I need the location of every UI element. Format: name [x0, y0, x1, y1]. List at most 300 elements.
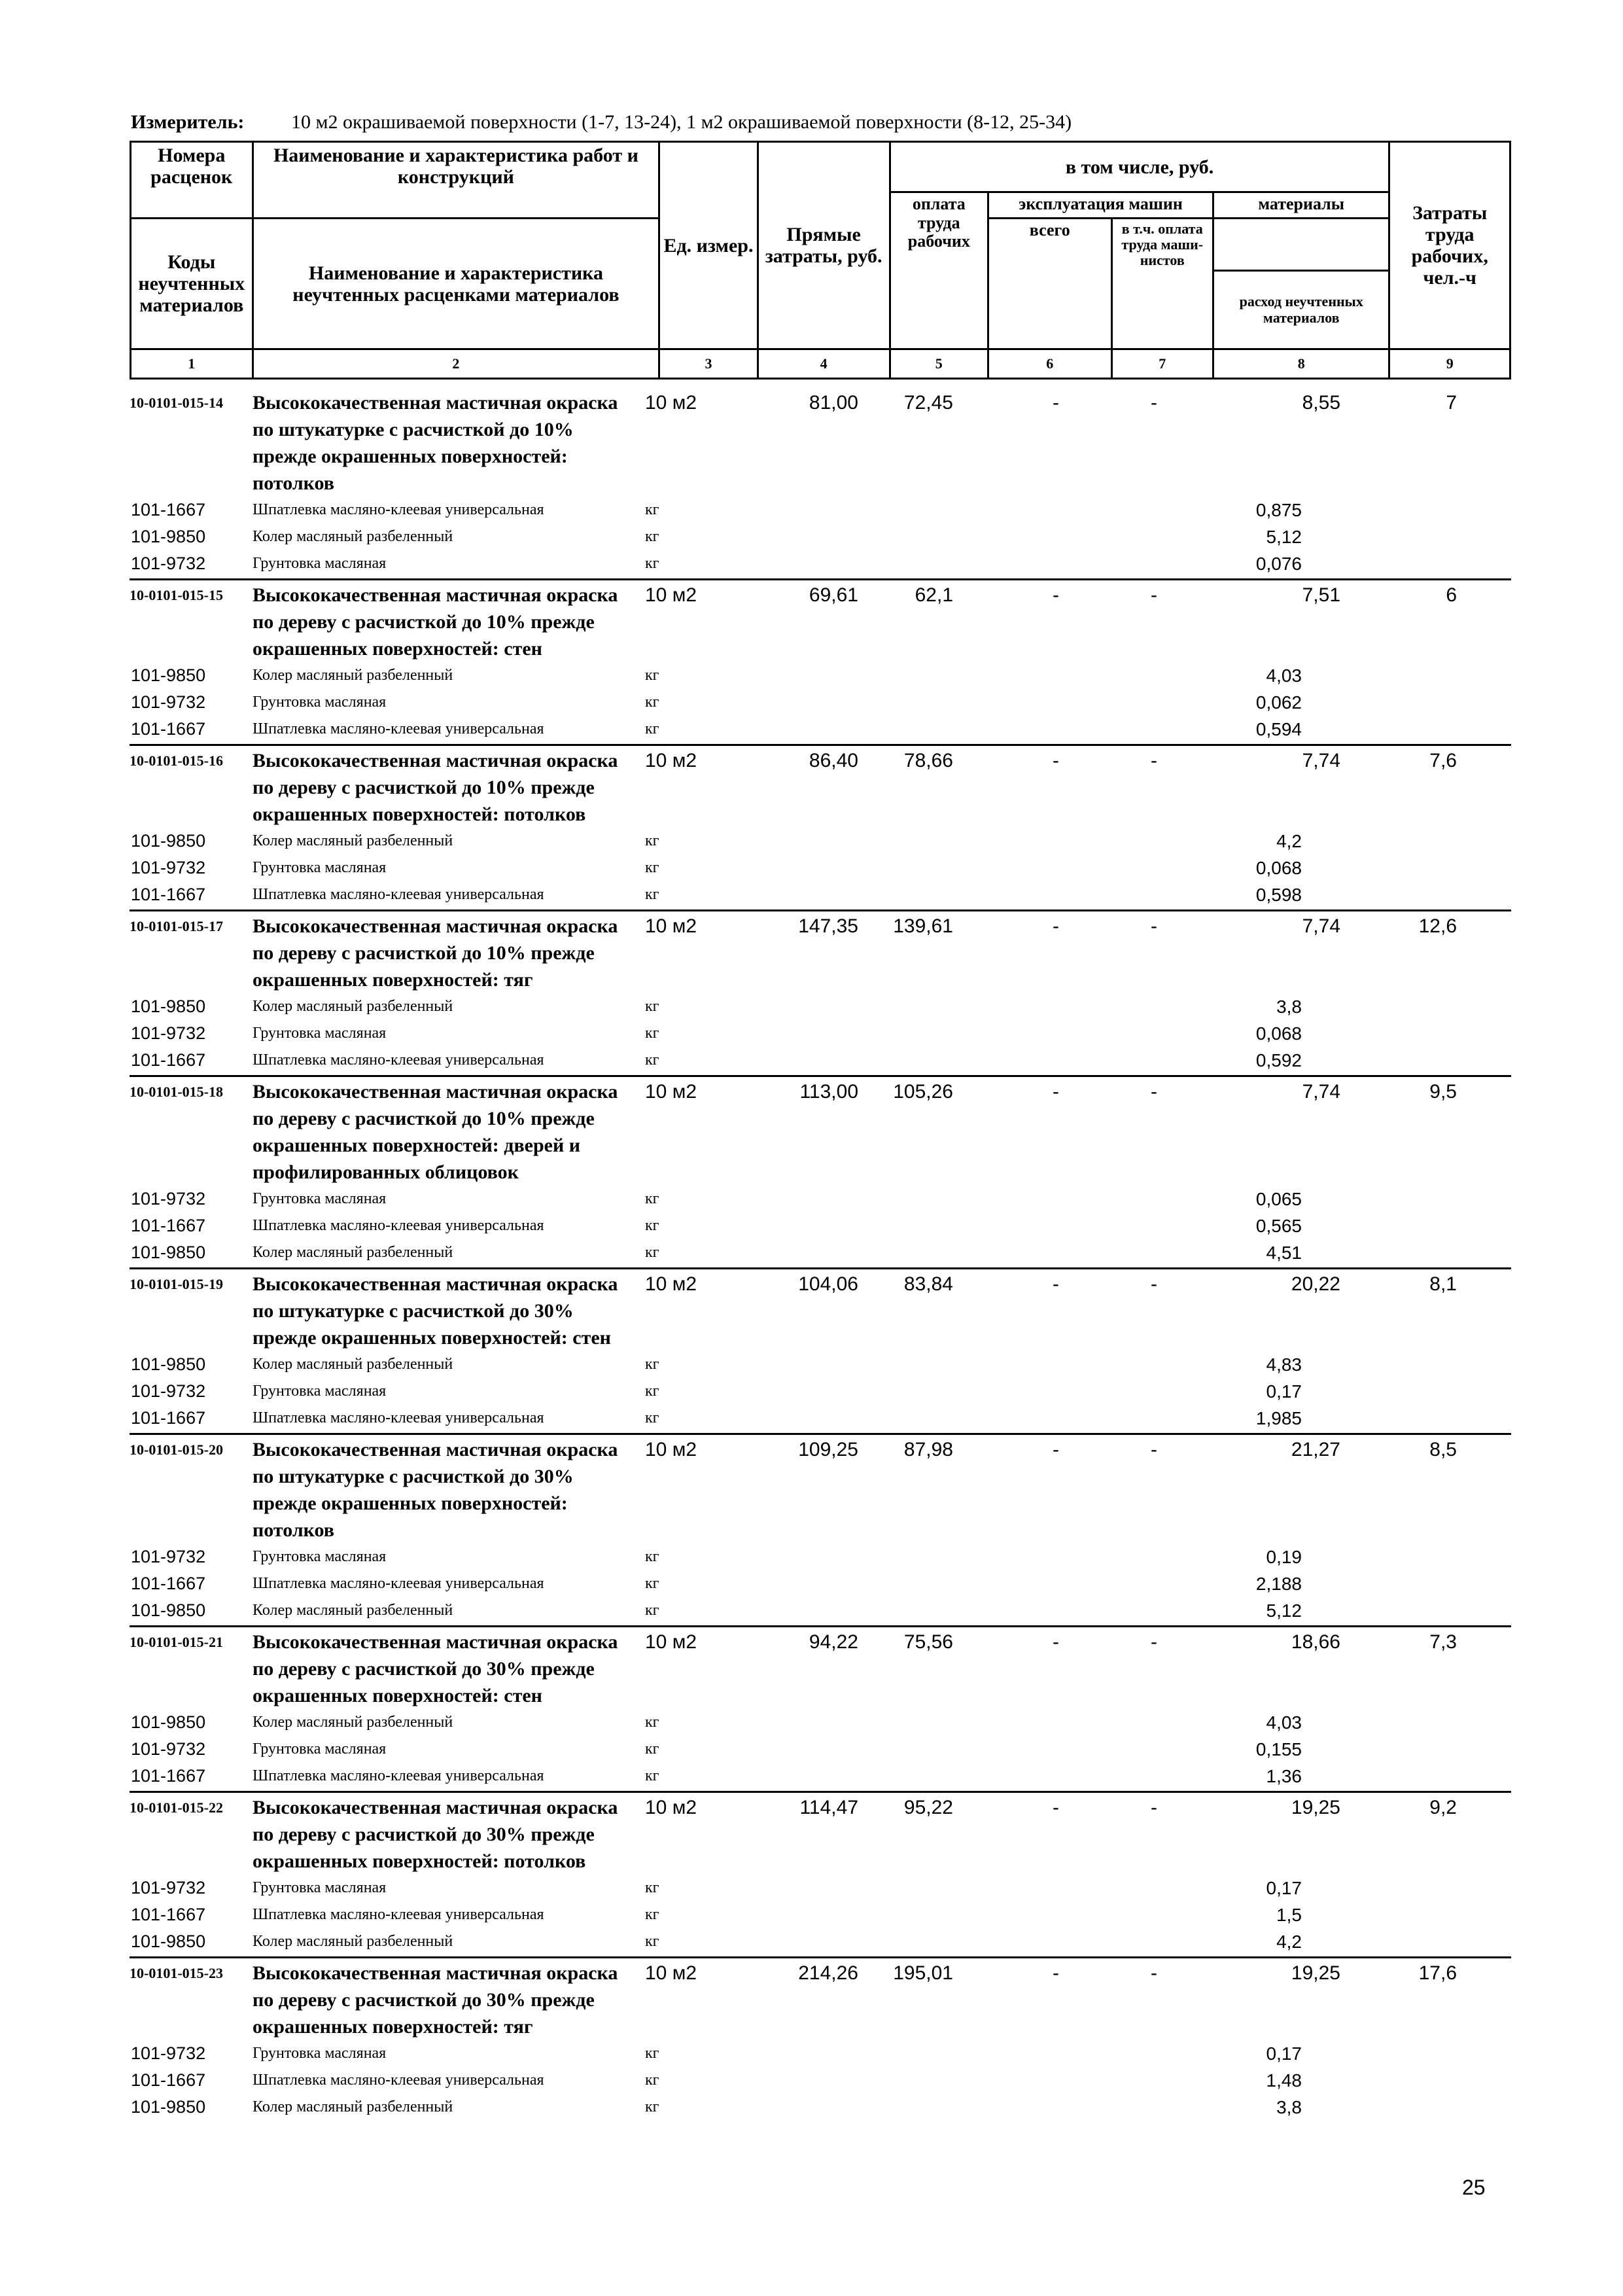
material-code: 101-9732: [131, 1189, 206, 1209]
empty-cell: [735, 662, 862, 689]
empty-cell: [735, 1351, 862, 1378]
operator-pay-cell: -: [1151, 584, 1157, 606]
rate-block: [130, 1436, 1511, 1627]
empty-cell: [957, 523, 1076, 550]
material-quantity: 4,51: [1266, 1243, 1302, 1263]
material-row: [130, 1709, 1511, 1736]
material-code: 101-9732: [131, 2043, 206, 2063]
material-code: 101-9732: [131, 1739, 206, 1759]
measurement-line: [131, 111, 1072, 133]
material-row: [130, 1928, 1511, 1955]
material-quantity: 0,068: [1255, 1023, 1302, 1044]
empty-cell: [735, 1212, 862, 1239]
direct-costs-cell: 69,61: [809, 584, 858, 606]
material-code: 101-9732: [131, 858, 206, 877]
empty-cell: [1076, 993, 1174, 1020]
material-name: Колер масляный разбеленный: [253, 832, 453, 849]
empty-cell: [1344, 1597, 1461, 1624]
work-name: Высококачественная мастичная окраска по штукатурке с расчисткой до 30% прежде окрашенных поверхностей: потолков: [253, 1439, 618, 1541]
material-code: 101-1667: [131, 1766, 206, 1786]
empty-cell: [1076, 1544, 1174, 1570]
empty-cell: [1076, 1047, 1174, 1074]
column-number: 5: [890, 349, 988, 379]
header-rate-numbers: Номера расценок: [131, 142, 253, 219]
empty-cell: [862, 1901, 957, 1928]
rate-code: 10-0101-015-14: [130, 395, 223, 411]
material-quantity: 1,48: [1266, 2070, 1302, 2091]
material-quantity: 0,875: [1255, 500, 1302, 520]
material-code: 101-9732: [131, 692, 206, 712]
header-direct-costs: Прямые затраты, руб.: [758, 142, 890, 349]
work-name: Высококачественная мастичная окраска по дереву с расчисткой до 10% прежде окрашенных поверхностей: стен: [253, 584, 618, 660]
empty-cell: [1076, 2040, 1174, 2067]
materials-cell: 7,74: [1302, 915, 1340, 937]
material-code: 101-9850: [131, 665, 206, 685]
material-row: [130, 1351, 1511, 1378]
empty-cell: [862, 2094, 957, 2121]
column-number: 3: [659, 349, 758, 379]
empty-cell: [735, 550, 862, 577]
empty-cell: [735, 993, 862, 1020]
column-number: 7: [1111, 349, 1213, 379]
machine-total-cell: -: [1053, 1439, 1059, 1460]
material-code: 101-1667: [131, 1905, 206, 1924]
empty-cell: [735, 1901, 862, 1928]
empty-cell: [862, 662, 957, 689]
rate-code: 10-0101-015-20: [130, 1441, 223, 1458]
rate-code: 10-0101-015-17: [130, 918, 223, 934]
empty-cell: [735, 1570, 862, 1597]
material-name: Шпатлевка масляно-клеевая универсальная: [253, 2072, 544, 2089]
material-code: 101-9850: [131, 527, 206, 546]
materials-cell: 21,27: [1291, 1439, 1340, 1460]
material-row: [130, 1763, 1511, 1790]
empty-cell: [862, 1239, 957, 1266]
empty-cell: [1344, 1405, 1461, 1432]
table-row: [130, 1078, 1511, 1186]
labor-pay-cell: 62,1: [915, 584, 953, 606]
material-unit: кг: [645, 1548, 659, 1565]
empty-cell: [862, 1351, 957, 1378]
operator-pay-cell: -: [1151, 750, 1157, 771]
empty-cell: [1076, 1405, 1174, 1432]
material-name: Шпатлевка масляно-клеевая универсальная: [253, 1217, 544, 1234]
material-quantity: 0,17: [1266, 1878, 1302, 1898]
material-row: [130, 1570, 1511, 1597]
empty-cell: [957, 1239, 1076, 1266]
labor-hours-cell: 12,6: [1418, 915, 1457, 937]
empty-cell: [735, 497, 862, 523]
material-code: 101-9732: [131, 1023, 206, 1043]
empty-cell: [957, 881, 1076, 908]
empty-cell: [1344, 523, 1461, 550]
empty-cell: [1344, 1736, 1461, 1763]
labor-pay-cell: 87,98: [903, 1439, 953, 1460]
material-row: [130, 1186, 1511, 1212]
empty-cell: [1076, 497, 1174, 523]
empty-cell: [1344, 1020, 1461, 1047]
material-unit: кг: [645, 1217, 659, 1234]
material-name: Шпатлевка масляно-клеевая универсальная: [253, 1906, 544, 1923]
operator-pay-cell: -: [1151, 1439, 1157, 1460]
work-name: Высококачественная мастичная окраска по штукатурке с расчисткой до 30% прежде окрашенных поверхностей: стен: [253, 1273, 618, 1349]
material-name: Шпатлевка масляно-клеевая универсальная: [253, 1051, 544, 1069]
empty-cell: [735, 1378, 862, 1405]
material-code: 101-9732: [131, 1547, 206, 1566]
empty-cell: [1076, 1597, 1174, 1624]
empty-cell: [1344, 2067, 1461, 2094]
column-number: 4: [758, 349, 890, 379]
rate-code: 10-0101-015-22: [130, 1799, 223, 1816]
empty-cell: [1344, 497, 1461, 523]
material-unit: кг: [645, 1409, 659, 1426]
empty-cell: [957, 1020, 1076, 1047]
material-row: [130, 1875, 1511, 1901]
table-row: [130, 1436, 1511, 1544]
empty-cell: [1344, 1709, 1461, 1736]
material-unit: кг: [645, 1051, 659, 1069]
empty-cell: [862, 1186, 957, 1212]
unit-cell: 10 м2: [645, 584, 697, 606]
table-row: [130, 913, 1511, 993]
empty-cell: [735, 881, 862, 908]
work-name: Высококачественная мастичная окраска по штукатурке с расчисткой до 10% прежде окрашенных поверхностей: потолков: [253, 392, 618, 494]
labor-hours-cell: 17,6: [1418, 1962, 1457, 1984]
material-row: [130, 1597, 1511, 1624]
material-code: 101-9732: [131, 554, 206, 573]
empty-cell: [1344, 1570, 1461, 1597]
table-header: [130, 141, 1511, 380]
empty-cell: [862, 1544, 957, 1570]
material-unit: кг: [645, 998, 659, 1015]
material-unit: кг: [645, 1356, 659, 1373]
empty-cell: [735, 1736, 862, 1763]
header-machine-operation: эксплуатация машин: [988, 192, 1213, 219]
empty-cell: [1344, 716, 1461, 743]
empty-cell: [735, 2067, 862, 2094]
material-unit: кг: [645, 1575, 659, 1592]
material-quantity: 0,155: [1255, 1739, 1302, 1759]
material-code: 101-9850: [131, 1243, 206, 1262]
material-row: [130, 1405, 1511, 1432]
empty-cell: [957, 1544, 1076, 1570]
empty-cell: [957, 1875, 1076, 1901]
material-row: [130, 1020, 1511, 1047]
material-unit: кг: [645, 1244, 659, 1261]
empty-cell: [862, 1212, 957, 1239]
empty-cell: [735, 523, 862, 550]
material-name: Шпатлевка масляно-клеевая универсальная: [253, 1767, 544, 1784]
empty-cell: [862, 993, 957, 1020]
material-name: Грунтовка масляная: [253, 2045, 387, 2062]
material-name: Колер масляный разбеленный: [253, 528, 453, 545]
rate-block: [130, 1629, 1511, 1793]
empty-cell: [1076, 689, 1174, 716]
empty-cell: [957, 550, 1076, 577]
measurement-text: 10 м2 окрашиваемой поверхности (1-7, 13-24), 1 м2 окрашиваемой поверхности (8-12, 25-34): [291, 111, 1072, 133]
rate-block: [130, 1078, 1511, 1269]
materials-cell: 7,74: [1302, 1081, 1340, 1103]
empty-cell: [1076, 2067, 1174, 2094]
material-quantity: 4,2: [1276, 831, 1302, 851]
material-code: 101-9850: [131, 1712, 206, 1732]
material-code: 101-1667: [131, 1216, 206, 1235]
materials-cell: 7,74: [1302, 750, 1340, 771]
material-code: 101-1667: [131, 500, 206, 520]
empty-cell: [862, 1405, 957, 1432]
direct-costs-cell: 147,35: [798, 915, 858, 937]
material-name: Грунтовка масляная: [253, 555, 387, 572]
empty-cell: [862, 1378, 957, 1405]
direct-costs-cell: 113,00: [799, 1081, 858, 1103]
operator-pay-cell: -: [1151, 1631, 1157, 1653]
material-quantity: 0,17: [1266, 1381, 1302, 1402]
empty-cell: [957, 689, 1076, 716]
material-unit: кг: [645, 1767, 659, 1784]
material-unit: кг: [645, 555, 659, 572]
header-unaccounted-consumption: расход неучтенных материалов: [1213, 271, 1389, 349]
material-row: [130, 1901, 1511, 1928]
empty-cell: [1076, 2094, 1174, 2121]
rate-code: 10-0101-015-16: [130, 752, 223, 769]
material-unit: кг: [645, 2045, 659, 2062]
empty-cell: [957, 1597, 1076, 1624]
machine-total-cell: -: [1053, 750, 1059, 771]
material-row: [130, 1239, 1511, 1266]
materials-cell: 8,55: [1302, 392, 1340, 414]
operator-pay-cell: -: [1151, 1081, 1157, 1103]
empty-cell: [1076, 881, 1174, 908]
empty-cell: [735, 1709, 862, 1736]
material-quantity: 5,12: [1266, 1600, 1302, 1621]
empty-cell: [1076, 662, 1174, 689]
empty-cell: [1344, 662, 1461, 689]
rate-code: 10-0101-015-19: [130, 1276, 223, 1292]
empty-cell: [735, 1544, 862, 1570]
operator-pay-cell: -: [1151, 1962, 1157, 1984]
empty-cell: [957, 2040, 1076, 2067]
empty-cell: [1076, 1928, 1174, 1955]
materials-cell: 19,25: [1291, 1962, 1340, 1984]
empty-cell: [1344, 2094, 1461, 2121]
unit-cell: 10 м2: [645, 750, 697, 771]
empty-cell: [735, 828, 862, 855]
rate-block: [130, 389, 1511, 580]
header-material-names: Наименование и характеристика неучтенных расценками материалов: [253, 219, 659, 349]
material-code: 101-1667: [131, 1408, 206, 1428]
direct-costs-cell: 104,06: [798, 1273, 858, 1295]
material-unit: кг: [645, 1383, 659, 1400]
empty-cell: [862, 2040, 957, 2067]
empty-cell: [1344, 1186, 1461, 1212]
material-row: [130, 2040, 1511, 2067]
empty-cell: [1076, 1763, 1174, 1790]
material-name: Колер масляный разбеленный: [253, 2098, 453, 2115]
material-name: Грунтовка масляная: [253, 1740, 387, 1757]
material-unit: кг: [645, 1025, 659, 1042]
empty-cell: [1076, 550, 1174, 577]
material-row: [130, 689, 1511, 716]
labor-pay-cell: 75,56: [903, 1631, 953, 1653]
empty-cell: [735, 2040, 862, 2067]
measurement-label: Измеритель:: [131, 111, 245, 133]
operator-pay-cell: -: [1151, 392, 1157, 414]
material-name: Колер масляный разбеленный: [253, 998, 453, 1015]
empty-cell: [1344, 993, 1461, 1020]
machine-total-cell: -: [1053, 1797, 1059, 1818]
work-name: Высококачественная мастичная окраска по дереву с расчисткой до 10% прежде окрашенных поверхностей: дверей и профилированных облицовок: [253, 1081, 618, 1183]
material-quantity: 4,03: [1266, 665, 1302, 686]
empty-cell: [862, 855, 957, 881]
material-name: Грунтовка масляная: [253, 859, 387, 876]
table-row: [130, 1794, 1511, 1875]
materials-cell: 19,25: [1291, 1797, 1340, 1818]
material-code: 101-9850: [131, 1600, 206, 1620]
material-code: 101-9732: [131, 1878, 206, 1898]
labor-pay-cell: 83,84: [903, 1273, 953, 1295]
unit-cell: 10 м2: [645, 915, 697, 937]
unit-cell: 10 м2: [645, 1273, 697, 1295]
material-name: Колер масляный разбеленный: [253, 667, 453, 684]
empty-cell: [862, 1736, 957, 1763]
material-row: [130, 1544, 1511, 1570]
empty-cell: [735, 1763, 862, 1790]
material-unit: кг: [645, 859, 659, 876]
rate-block: [130, 1960, 1511, 2122]
material-quantity: 0,594: [1255, 719, 1302, 739]
rate-code: 10-0101-015-15: [130, 587, 223, 603]
materials-cell: 18,66: [1291, 1631, 1340, 1653]
material-quantity: 1,985: [1255, 1408, 1302, 1428]
column-number: 1: [131, 349, 253, 379]
header-including: в том числе, руб.: [890, 142, 1389, 192]
material-unit: кг: [645, 667, 659, 684]
empty-cell: [862, 1709, 957, 1736]
unit-cell: 10 м2: [645, 392, 697, 414]
unit-cell: 10 м2: [645, 1081, 697, 1103]
empty-cell: [957, 497, 1076, 523]
empty-cell: [957, 1186, 1076, 1212]
material-quantity: 0,065: [1255, 1189, 1302, 1209]
material-name: Грунтовка масляная: [253, 1025, 387, 1042]
material-quantity: 4,03: [1266, 1712, 1302, 1733]
material-name: Колер масляный разбеленный: [253, 1933, 453, 1950]
empty-cell: [957, 1405, 1076, 1432]
machine-total-cell: -: [1053, 1081, 1059, 1103]
material-unit: кг: [645, 2098, 659, 2115]
material-code: 101-9850: [131, 1932, 206, 1951]
empty-cell: [1076, 1212, 1174, 1239]
empty-cell: [862, 716, 957, 743]
material-quantity: 0,19: [1266, 1547, 1302, 1567]
material-quantity: 0,076: [1255, 554, 1302, 574]
empty-cell: [735, 855, 862, 881]
material-unit: кг: [645, 2072, 659, 2089]
empty-cell: [957, 1047, 1076, 1074]
labor-hours-cell: 8,5: [1429, 1439, 1457, 1460]
table-row: [130, 1629, 1511, 1709]
material-name: Колер масляный разбеленный: [253, 1714, 453, 1731]
empty-cell: [1344, 1901, 1461, 1928]
empty-cell: [735, 1239, 862, 1266]
material-code: 101-9850: [131, 997, 206, 1016]
labor-hours-cell: 6: [1446, 584, 1457, 606]
empty-cell: [1076, 855, 1174, 881]
unit-cell: 10 м2: [645, 1962, 697, 1984]
material-unit: кг: [645, 1906, 659, 1923]
empty-cell: [1344, 855, 1461, 881]
material-unit: кг: [645, 1740, 659, 1757]
empty-cell: [1344, 1544, 1461, 1570]
table-body: [130, 389, 1511, 2123]
empty-cell: [1344, 1351, 1461, 1378]
header-unit: Ед. измер.: [659, 142, 758, 349]
empty-cell: [1344, 1763, 1461, 1790]
material-name: Шпатлевка масляно-клеевая универсальная: [253, 501, 544, 518]
material-unit: кг: [645, 1879, 659, 1896]
page-number: 25: [1462, 2176, 1486, 2199]
material-quantity: 0,565: [1255, 1216, 1302, 1236]
empty-cell: [735, 1186, 862, 1212]
material-quantity: 1,36: [1266, 1766, 1302, 1786]
unit-cell: 10 м2: [645, 1797, 697, 1818]
empty-cell: [957, 993, 1076, 1020]
labor-pay-cell: 195,01: [893, 1962, 953, 1984]
empty-cell: [1076, 716, 1174, 743]
material-quantity: 0,598: [1255, 885, 1302, 905]
material-unit: кг: [645, 720, 659, 737]
column-number: 9: [1389, 349, 1510, 379]
rate-block: [130, 913, 1511, 1077]
empty-cell: [1076, 1736, 1174, 1763]
operator-pay-cell: -: [1151, 1273, 1157, 1295]
machine-total-cell: -: [1053, 1962, 1059, 1984]
table-row: [130, 1960, 1511, 2040]
empty-cell: [957, 1928, 1076, 1955]
empty-cell: [862, 881, 957, 908]
rate-block: [130, 582, 1511, 746]
unit-cell: 10 м2: [645, 1631, 697, 1653]
unit-cell: 10 м2: [645, 1439, 697, 1460]
empty-cell: [862, 1763, 957, 1790]
material-row: [130, 1736, 1511, 1763]
material-quantity: 2,188: [1255, 1574, 1302, 1594]
material-row: [130, 881, 1511, 908]
material-row: [130, 828, 1511, 855]
empty-cell: [957, 716, 1076, 743]
material-quantity: 0,068: [1255, 858, 1302, 878]
empty-cell: [957, 2067, 1076, 2094]
material-quantity: 4,2: [1276, 1932, 1302, 1952]
material-name: Грунтовка масляная: [253, 1190, 387, 1207]
work-name: Высококачественная мастичная окраска по дереву с расчисткой до 10% прежде окрашенных поверхностей: тяг: [253, 915, 618, 991]
material-name: Колер масляный разбеленный: [253, 1356, 453, 1373]
material-unit: кг: [645, 528, 659, 545]
empty-cell: [957, 855, 1076, 881]
table-row: [130, 389, 1511, 497]
empty-cell: [1344, 1928, 1461, 1955]
direct-costs-cell: 86,40: [809, 750, 858, 771]
material-quantity: 0,062: [1255, 692, 1302, 713]
empty-cell: [862, 1875, 957, 1901]
direct-costs-cell: 214,26: [798, 1962, 858, 1984]
empty-cell: [1076, 828, 1174, 855]
empty-cell: [735, 1928, 862, 1955]
empty-cell: [1076, 1875, 1174, 1901]
empty-cell: [862, 1597, 957, 1624]
material-quantity: 3,8: [1276, 2097, 1302, 2117]
material-name: Шпатлевка масляно-клеевая универсальная: [253, 886, 544, 903]
